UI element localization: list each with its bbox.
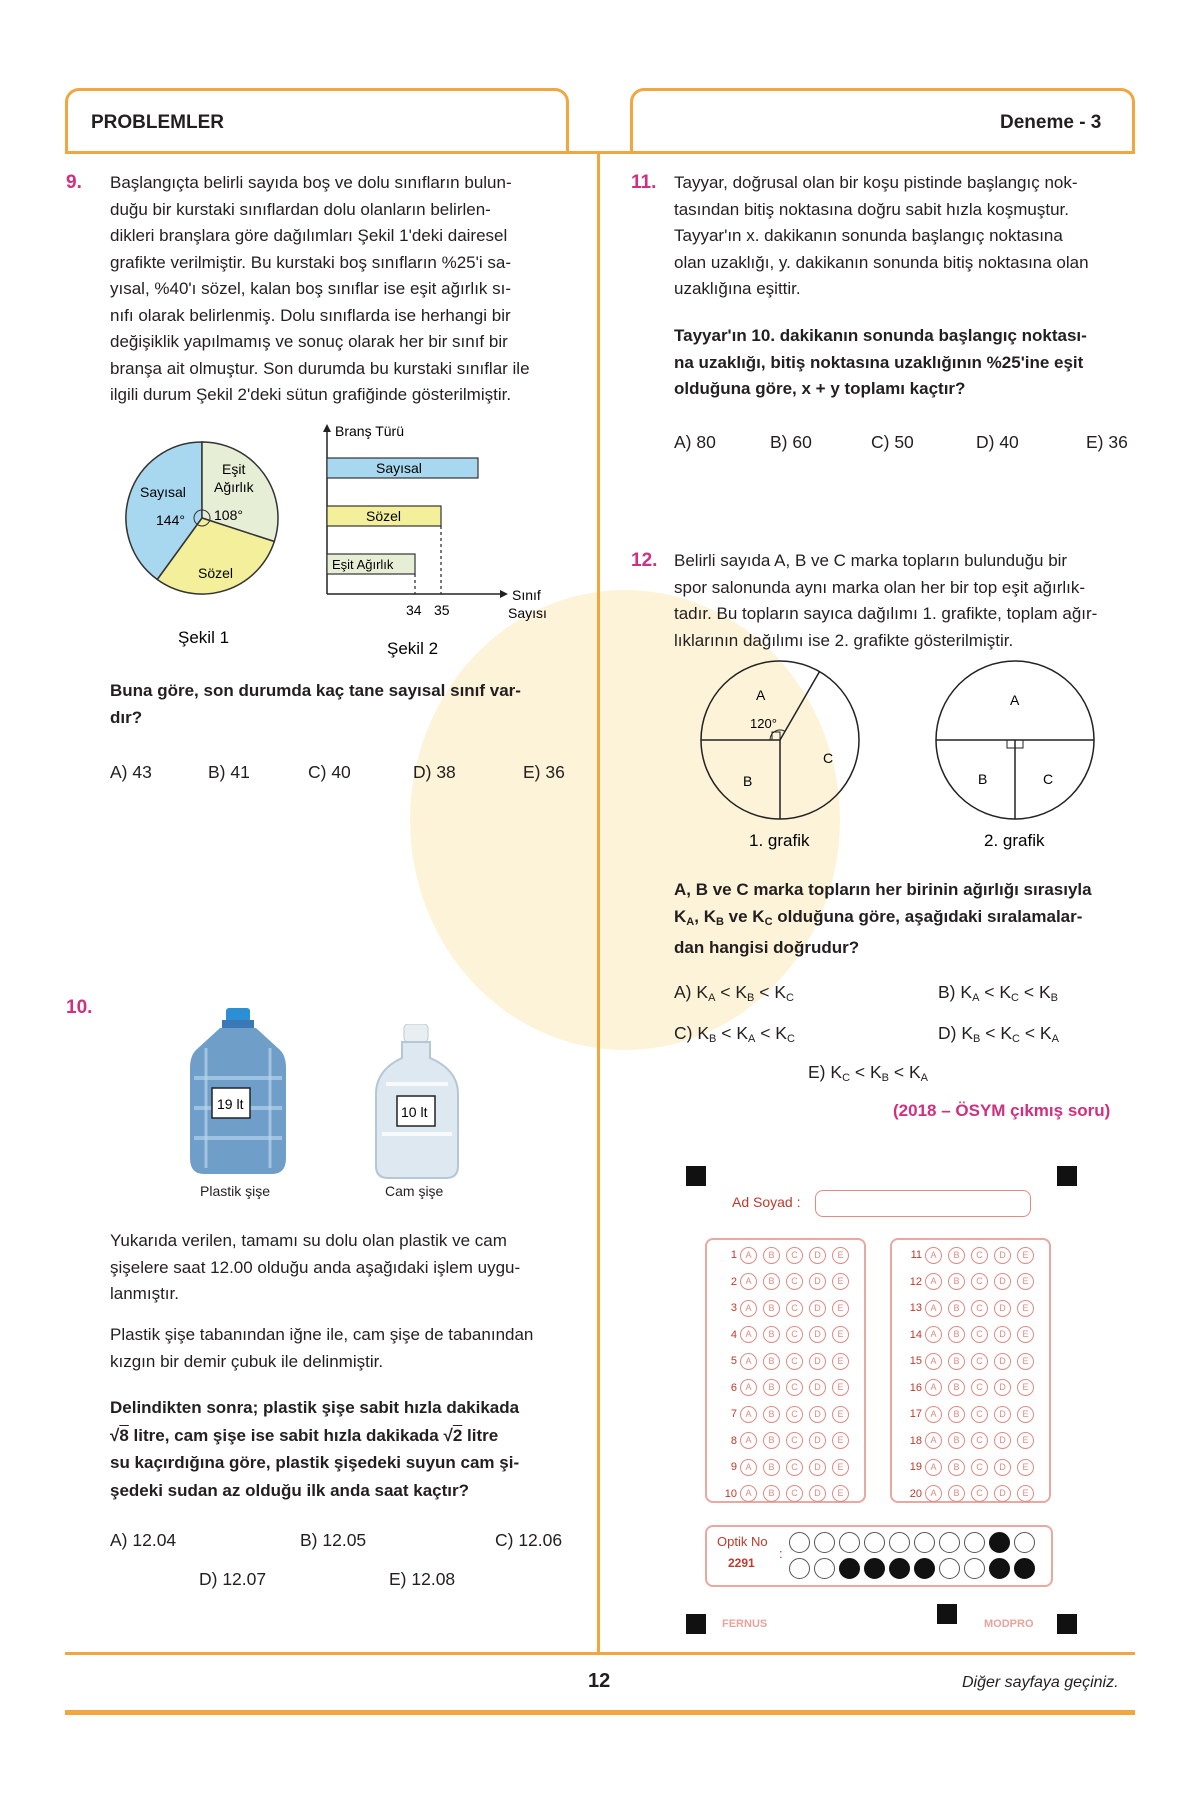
optik-bubble[interactable] xyxy=(814,1558,835,1579)
question-10-text-1 xyxy=(110,1228,568,1308)
sqrt-2-value: 2 xyxy=(452,1425,463,1445)
text-line: A, B ve C marka topların her birinin ağırlığı sırasıyla xyxy=(674,880,1092,899)
answer-row[interactable]: 7 A B C D E xyxy=(713,1403,855,1425)
optik-bubble[interactable] xyxy=(1014,1532,1035,1553)
question-11-text xyxy=(674,170,1132,303)
optik-no-value: 2291 xyxy=(728,1556,755,1570)
footer-rule-bottom xyxy=(65,1710,1135,1715)
answer-row[interactable]: 5 A B C D E xyxy=(713,1350,855,1372)
brand-logo-right: MODPRO xyxy=(984,1618,1034,1630)
ad-soyad-field[interactable] xyxy=(815,1190,1031,1217)
optik-bubble[interactable] xyxy=(939,1532,960,1553)
text-line: olan uzaklığı, y. dakikanın sonunda bitiş noktasına olan xyxy=(674,252,1089,272)
question-9-number: 9. xyxy=(66,172,82,193)
text-line: tasından bitiş noktasına doğru sabit hızla koşmuştur. xyxy=(674,199,1070,219)
q9-option-e[interactable]: E) 36 xyxy=(523,762,565,782)
grafik-2-label-a: A xyxy=(1010,692,1020,708)
grafik-1-label-c: C xyxy=(823,750,834,766)
x-axis-arrow xyxy=(500,590,508,598)
q12-option-a[interactable]: A) $K_A < K_B < K_C$ xyxy=(674,982,794,1004)
q9-option-b[interactable]: B) 41 xyxy=(208,762,250,782)
brand-logo-left: FERNUS xyxy=(722,1618,768,1630)
glass-bottle-image xyxy=(372,1024,462,1180)
optic-corner-mark xyxy=(1057,1166,1077,1186)
optik-bubble[interactable] xyxy=(789,1558,810,1579)
q9-option-c[interactable]: C) 40 xyxy=(308,762,351,782)
pie-angle-sayisal: 144° xyxy=(156,512,185,528)
text-line: su kaçırdığına göre, plastik şişedeki suyun cam şi- xyxy=(110,1453,520,1472)
answer-row[interactable]: 12 A B C D E xyxy=(898,1271,1040,1293)
answer-row[interactable]: 14 A B C D E xyxy=(898,1324,1040,1346)
glass-bottle-caption: Cam şişe xyxy=(385,1183,444,1199)
optik-bubble[interactable] xyxy=(964,1532,985,1553)
text-line: √8 litre, cam şişe ise sabit hızla dakikada √2 litre xyxy=(110,1425,499,1445)
optik-bubble-filled[interactable] xyxy=(1014,1558,1035,1579)
grafik-1-divider-up xyxy=(780,672,820,740)
q10-option-e[interactable]: E) 12.08 xyxy=(389,1569,456,1589)
question-11-prompt xyxy=(674,323,1132,403)
right-angle-mark-left xyxy=(1007,740,1015,748)
optik-bubble-filled[interactable] xyxy=(889,1558,910,1579)
q9-option-a[interactable]: A) 43 xyxy=(110,762,152,782)
q11-option-d[interactable]: D) 40 xyxy=(976,432,1019,452)
bar-label-sayisal: Sayısal xyxy=(376,460,422,476)
question-10-text-2 xyxy=(110,1322,568,1375)
tick-34: 34 xyxy=(406,602,422,618)
question-12-number: 12. xyxy=(631,550,658,571)
next-page-note: Diğer sayfaya geçiniz. xyxy=(962,1674,1119,1691)
ad-soyad-label: Ad Soyad : xyxy=(732,1194,801,1210)
grafik-1-label-b: B xyxy=(743,773,753,789)
bar-label-sozel: Sözel xyxy=(366,508,402,524)
optik-bubble-filled[interactable] xyxy=(989,1558,1010,1579)
footer-rule-top xyxy=(65,1652,1135,1655)
q12-option-c[interactable]: C) $K_B < K_A < K_C$ xyxy=(674,1023,795,1045)
text-line: ilgili durum Şekil 2'deki sütun grafiğinde gösterilmiştir. xyxy=(110,385,512,404)
text-line: lıklarının dağılımı ise 2. grafikte gösterilmiştir. xyxy=(674,630,1014,650)
grafik-2-pie xyxy=(935,660,1105,860)
optik-bubble-filled[interactable] xyxy=(839,1558,860,1579)
text-line: dan hangisi doğrudur? xyxy=(674,938,860,957)
optik-bubble[interactable] xyxy=(789,1532,810,1553)
answer-row[interactable]: 6 A B C D E xyxy=(713,1377,855,1399)
page-number: 12 xyxy=(588,1670,611,1692)
sekil-2-caption: Şekil 2 xyxy=(387,639,439,658)
text-line: olduğuna göre, x + y toplamı kaçtır? xyxy=(674,379,966,398)
question-10-number: 10. xyxy=(66,997,93,1018)
text-line: nıfı olarak belirlenmiş. Dolu sınıflarda ise herhangi bir xyxy=(110,305,511,325)
optik-bubble[interactable] xyxy=(964,1558,985,1579)
q11-option-c[interactable]: C) 50 xyxy=(871,432,914,452)
y-axis-title: Branş Türü xyxy=(335,423,404,439)
x-axis-title-1: Sınıf xyxy=(512,587,541,603)
text-line: kızgın bir demir çubuk ile delinmiştir. xyxy=(110,1351,384,1371)
question-10-prompt xyxy=(110,1394,568,1504)
text-line: branşa ait olmuştur. Son durumda bu kurstaki sınıflar ile xyxy=(110,358,530,378)
column-divider xyxy=(597,152,600,1654)
tick-35: 35 xyxy=(434,602,450,618)
answer-row[interactable]: 2 A B C D E xyxy=(713,1271,855,1293)
text-line: Buna göre, son durumda kaç tane sayısal sınıf var- xyxy=(110,681,521,700)
text-line: yısal, %40'ı sözel, kalan boş sınıflar ise eşit ağırlık sı- xyxy=(110,279,512,298)
text-line: spor salonunda aynı marka olan her bir top eşit ağırlık- xyxy=(674,577,1086,597)
q12-option-e[interactable]: E) $K_C < K_B < K_A$ xyxy=(808,1062,928,1084)
plastic-bottle-label: 19 lt xyxy=(217,1096,244,1112)
text-line: Tayyar, doğrusal olan bir koşu pistinde başlangıç nok- xyxy=(674,173,1078,192)
answer-row[interactable]: 11 A B C D E xyxy=(898,1244,1040,1266)
grafik-1-label-a: A xyxy=(756,687,766,703)
optik-bubble[interactable] xyxy=(939,1558,960,1579)
answer-row[interactable]: 3 A B C D E xyxy=(713,1297,855,1319)
optik-no-bubbles-top xyxy=(789,1532,1039,1553)
text-line: na uzaklığı, bitiş noktasına uzaklığının %25'ine eşit xyxy=(674,352,1084,372)
answer-row[interactable]: 18 A B C D E xyxy=(898,1430,1040,1452)
y-axis-arrow xyxy=(323,424,331,432)
q11-option-a[interactable]: A) 80 xyxy=(674,432,716,452)
optik-bubble-filled[interactable] xyxy=(989,1532,1010,1553)
optik-no-label: Optik No xyxy=(717,1534,768,1549)
answer-row[interactable]: 8 A B C D E xyxy=(713,1430,855,1452)
optik-bubble-filled[interactable] xyxy=(864,1558,885,1579)
optic-corner-mark xyxy=(686,1166,706,1186)
plastic-bottle-image xyxy=(182,1008,294,1180)
text-line: Plastik şişe tabanından iğne ile, cam şişe de tabanından xyxy=(110,1325,534,1344)
section-title: PROBLEMLER xyxy=(91,112,224,133)
source-note: (2018 – ÖSYM çıkmış soru) xyxy=(893,1101,1111,1120)
answer-row[interactable]: 15 A B C D E xyxy=(898,1350,1040,1372)
question-11-number: 11. xyxy=(631,172,657,193)
text-line: Delindikten sonra; plastik şişe sabit hızla dakikada xyxy=(110,1398,520,1417)
header-rule xyxy=(65,151,1135,154)
answer-row[interactable]: 9 A B C D E xyxy=(713,1456,855,1478)
q10-option-d[interactable]: D) 12.07 xyxy=(199,1569,267,1589)
text-line: Belirli sayıda A, B ve C marka topların bulunduğu bir xyxy=(674,551,1068,570)
question-9-text xyxy=(110,170,568,409)
optik-bubble[interactable] xyxy=(864,1532,885,1553)
optik-no-bubbles-bottom xyxy=(789,1558,1039,1579)
sekil-1-caption: Şekil 1 xyxy=(178,628,230,647)
q9-option-d[interactable]: D) 38 xyxy=(413,762,456,782)
sekil-1-pie-chart xyxy=(110,430,290,650)
answer-row[interactable]: 13 A B C D E xyxy=(898,1297,1040,1319)
text-line: grafikte verilmiştir. Bu kurstaki boş sınıfların %25'i sa- xyxy=(110,252,511,272)
exam-title: Deneme - 3 xyxy=(1000,112,1102,133)
question-12-prompt xyxy=(674,877,1132,962)
question-9-prompt xyxy=(110,678,568,731)
text-line: dikleri branşlara göre dağılımları Şekil 1'deki dairesel xyxy=(110,226,508,245)
text-line: dır? xyxy=(110,707,143,727)
answer-row[interactable]: 10 A B C D E xyxy=(713,1483,855,1505)
pie-label-esit-1: Eşit xyxy=(222,461,246,477)
optik-bubble[interactable] xyxy=(914,1532,935,1553)
optic-corner-mark xyxy=(937,1604,957,1624)
text-line: Yukarıda verilen, tamamı su dolu olan plastik ve cam xyxy=(110,1231,507,1250)
answer-row[interactable]: 20 A B C D E xyxy=(898,1483,1040,1505)
bar-label-esit-agirlik: Eşit Ağırlık xyxy=(332,557,394,572)
answer-row[interactable]: 17 A B C D E xyxy=(898,1403,1040,1425)
text-line: $K_A$, $K_B$ ve $K_C$ olduğuna göre, aşağıdaki sıralamalar- xyxy=(674,906,1083,928)
grafik-1-caption: 1. grafik xyxy=(749,831,810,850)
text-line: lanmıştır. xyxy=(110,1284,179,1303)
text-line: Tayyar'ın 10. dakikanın sonunda başlangıç noktası- xyxy=(674,326,1087,345)
text-line: tadır. Bu topların sayıca dağılımı 1. grafikte, toplam ağır- xyxy=(674,604,1098,623)
q12-option-b[interactable]: B) $K_A < K_C < K_B$ xyxy=(938,982,1058,1004)
text-line: şedeki sudan az olduğu ilk anda saat kaçtır? xyxy=(110,1480,470,1500)
optik-bubble-filled[interactable] xyxy=(914,1558,935,1579)
q10-option-a[interactable]: A) 12.04 xyxy=(110,1530,177,1550)
optik-bubble[interactable] xyxy=(889,1532,910,1553)
question-12-text xyxy=(674,548,1132,654)
text-line: Başlangıçta belirli sayıda boş ve dolu sınıfların bulun- xyxy=(110,173,512,192)
glass-bottle-label: 10 lt xyxy=(401,1104,428,1120)
text-line: uzaklığına eşittir. xyxy=(674,279,801,298)
grafik-2-label-b: B xyxy=(978,771,988,787)
q10-option-c[interactable]: C) 12.06 xyxy=(495,1530,563,1550)
optik-bubble[interactable] xyxy=(839,1532,860,1553)
optik-bubble[interactable] xyxy=(814,1532,835,1553)
pie-label-esit-2: Ağırlık xyxy=(214,479,254,495)
sekil-2-bar-chart xyxy=(310,418,570,662)
x-axis-title-2: Sayısı xyxy=(508,605,547,621)
pie-label-sayisal: Sayısal xyxy=(140,484,186,500)
q10-option-b[interactable]: B) 12.05 xyxy=(300,1530,367,1550)
q12-option-d[interactable]: D) $K_B < K_C < K_A$ xyxy=(938,1023,1059,1045)
optic-corner-mark xyxy=(1057,1614,1077,1634)
pie-angle-esit: 108° xyxy=(214,507,243,523)
sqrt-8-value: 8 xyxy=(119,1425,129,1445)
answer-grid-left xyxy=(705,1238,866,1503)
text-line: değişiklik yapılmamış ve sonuç olarak her bir sınıf bir xyxy=(110,332,508,351)
q11-option-e[interactable]: E) 36 xyxy=(1086,432,1128,452)
answer-row[interactable]: 16 A B C D E xyxy=(898,1377,1040,1399)
q11-option-b[interactable]: B) 60 xyxy=(770,432,812,452)
answer-row[interactable]: 4 A B C D E xyxy=(713,1324,855,1346)
answer-row[interactable]: 1 A B C D E xyxy=(713,1244,855,1266)
grafik-1-angle: 120° xyxy=(750,716,777,731)
pie-label-sozel: Sözel xyxy=(198,565,234,581)
optik-no-colon: : xyxy=(779,1546,783,1561)
right-angle-mark-right xyxy=(1015,740,1023,748)
text-line: şişelere saat 12.00 olduğu anda aşağıdaki işlem uygu- xyxy=(110,1257,521,1277)
grafik-2-label-c: C xyxy=(1043,771,1054,787)
grafik-2-caption: 2. grafik xyxy=(984,831,1045,850)
answer-grid-right xyxy=(890,1238,1051,1503)
plastic-bottle-caption: Plastik şişe xyxy=(200,1183,271,1199)
text-line: duğu bir kurstaki sınıflardan dolu olanların belirlen- xyxy=(110,199,491,219)
optic-corner-mark xyxy=(686,1614,706,1634)
answer-row[interactable]: 19 A B C D E xyxy=(898,1456,1040,1478)
grafik-1-pie xyxy=(700,660,870,860)
text-line: Tayyar'ın x. dakikanın sonunda başlangıç noktasına xyxy=(674,226,1063,245)
